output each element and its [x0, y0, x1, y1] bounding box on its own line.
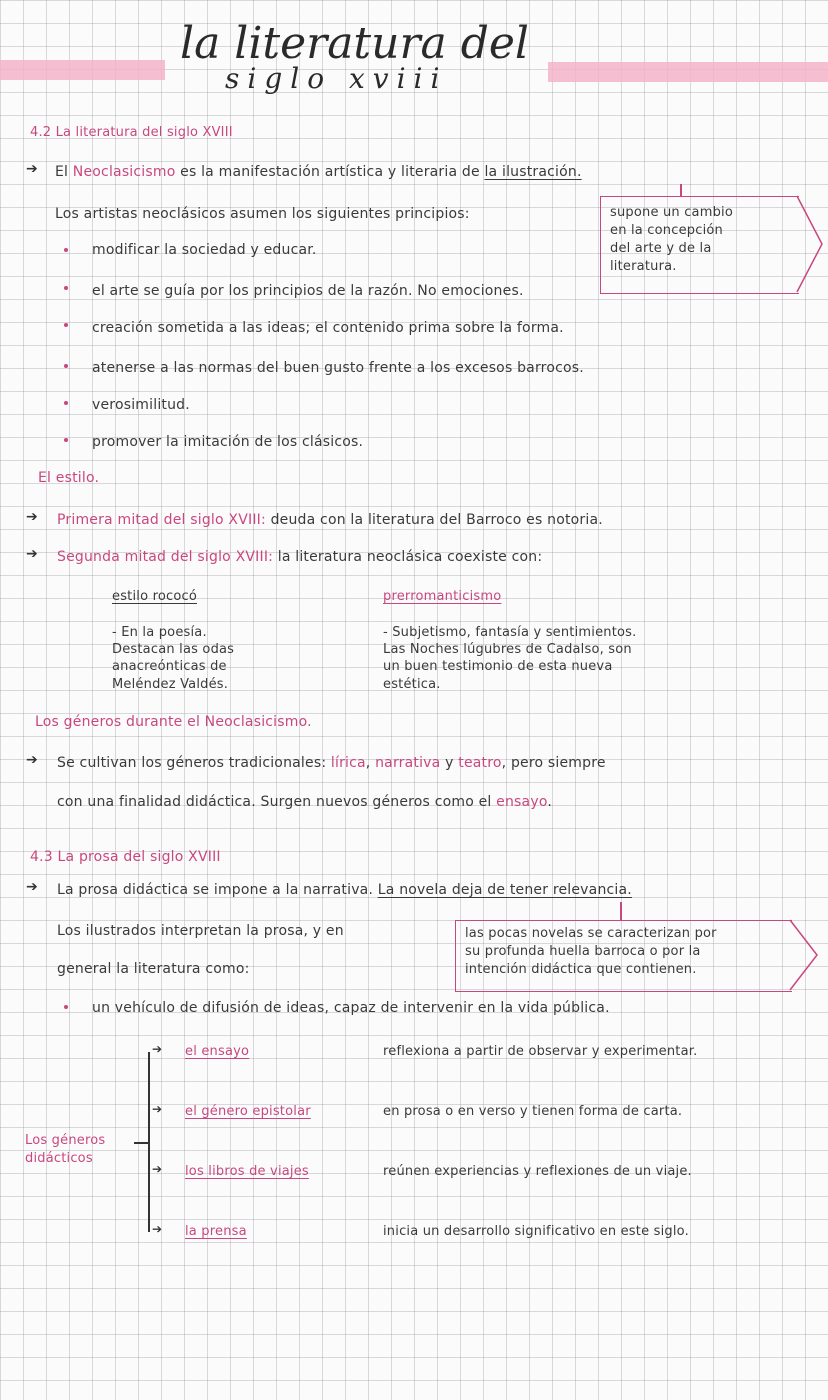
- page-subtitle: siglo xviii: [225, 62, 448, 95]
- genre-name: los libros de viajes: [185, 1164, 309, 1179]
- genre-desc: inicia un desarrollo significativo en este siglo.: [383, 1224, 689, 1239]
- rococo-line: anacreónticas de: [112, 659, 227, 674]
- connector: [134, 1142, 148, 1144]
- connector: [620, 902, 622, 920]
- term: Neoclasicismo: [72, 164, 176, 180]
- arrow-icon: ➔: [26, 752, 38, 768]
- tree-label: didácticos: [25, 1151, 93, 1166]
- second-half-line: [57, 548, 542, 566]
- genre-name: el ensayo: [185, 1044, 250, 1059]
- prerrom-line: - Subjetismo, fantasía y sentimientos.: [383, 625, 637, 640]
- arrow-icon: ➔: [152, 1042, 163, 1056]
- principles-intro: Los artistas neoclásicos asumen los siguientes principios:: [55, 206, 470, 222]
- genre: narrativa: [375, 755, 441, 771]
- genres-heading: Los géneros durante el Neoclasicismo.: [35, 714, 312, 730]
- prerrom-line: Las Noches lúgubres de Cadalso, son: [383, 642, 632, 657]
- bullet: [64, 401, 68, 405]
- arrow-icon: ➔: [152, 1102, 163, 1116]
- note-line: las pocas novelas se caracterizan por: [465, 926, 717, 941]
- first-half-line: [57, 511, 603, 529]
- genres-line: [57, 754, 606, 772]
- principle-item: promover la imitación de los clásicos.: [92, 434, 364, 450]
- bullet: [64, 248, 68, 252]
- text: con una finalidad didáctica. Surgen nuevos géneros como el: [57, 794, 497, 810]
- text: .: [547, 794, 552, 810]
- genres-line-2: [57, 793, 552, 811]
- text: La prosa didáctica se impone a la narrativa.: [57, 882, 378, 898]
- prerrom-title: prerromanticismo: [383, 589, 502, 604]
- text: deuda con la literatura del Barroco es notoria.: [270, 512, 603, 528]
- prose-line: Los ilustrados interpretan la prosa, y en: [57, 923, 344, 939]
- genre: lírica: [330, 755, 366, 771]
- prerrom-line: estética.: [383, 677, 441, 692]
- label: Primera mitad del siglo XVIII:: [57, 512, 266, 528]
- bullet: [64, 364, 68, 368]
- bullet: [64, 438, 68, 442]
- prerrom-line: un buen testimonio de esta nueva: [383, 659, 613, 674]
- arrow-icon: ➔: [152, 1162, 163, 1176]
- note-line: del arte y de la: [610, 241, 712, 256]
- genre-desc: en prosa o en verso y tienen forma de carta.: [383, 1104, 683, 1119]
- bullet: [64, 1005, 68, 1009]
- arrow-icon: ➔: [152, 1222, 163, 1236]
- highlight-bar-right: [548, 62, 828, 82]
- intro-line: [55, 163, 582, 181]
- text: Se cultivan los géneros tradicionales:: [57, 755, 331, 771]
- text: , pero siempre: [501, 755, 606, 771]
- arrow-icon: ➔: [26, 546, 38, 562]
- bullet: [64, 286, 68, 290]
- section-heading-4-2: 4.2 La literatura del siglo XVIII: [30, 125, 233, 140]
- rococo-line: - En la poesía.: [112, 625, 207, 640]
- principle-item: el arte se guía por los principios de la razón. No emociones.: [92, 283, 524, 299]
- text: El: [55, 164, 73, 180]
- connector: [680, 184, 682, 196]
- arrow-icon: ➔: [26, 509, 38, 525]
- genre: teatro: [458, 755, 502, 771]
- note-line: su profunda huella barroca o por la: [465, 944, 701, 959]
- genre-name: la prensa: [185, 1224, 247, 1239]
- note-box-arrow: [796, 195, 826, 294]
- arrow-icon: ➔: [26, 161, 38, 177]
- section-heading-4-3: 4.3 La prosa del siglo XVIII: [30, 849, 221, 865]
- rococo-line: Meléndez Valdés.: [112, 677, 229, 692]
- principle-item: verosimilitud.: [92, 397, 190, 413]
- prose-bullet: un vehículo de difusión de ideas, capaz de intervenir en la vida pública.: [92, 1000, 610, 1016]
- arrow-icon: ➔: [26, 879, 38, 895]
- rococo-line: Destacan las odas: [112, 642, 235, 657]
- page-title: la literatura del: [180, 18, 529, 69]
- text: la literatura neoclásica coexiste con:: [277, 549, 543, 565]
- principle-item: atenerse a las normas del buen gusto frente a los excesos barrocos.: [92, 360, 584, 376]
- bullet: [64, 323, 68, 327]
- text: La novela deja de tener relevancia.: [377, 882, 632, 898]
- style-heading: El estilo.: [38, 470, 100, 486]
- principle-item: creación sometida a las ideas; el contenido prima sobre la forma.: [92, 320, 564, 336]
- genre: ensayo: [496, 794, 548, 810]
- text: y: [440, 755, 459, 771]
- note-box-arrow: [789, 919, 821, 992]
- note-line: literatura.: [610, 259, 677, 274]
- text: ,: [365, 755, 376, 771]
- principle-item: modificar la sociedad y educar.: [92, 242, 317, 258]
- rococo-title: estilo rococó: [112, 589, 197, 604]
- tree-label: Los géneros: [25, 1133, 106, 1148]
- genre-desc: reúnen experiencias y reflexiones de un viaje.: [383, 1164, 692, 1179]
- label: Segunda mitad del siglo XVIII:: [57, 549, 274, 565]
- note-line: supone un cambio: [610, 205, 733, 220]
- tree-line: [148, 1052, 150, 1232]
- genre-desc: reflexiona a partir de observar y experimentar.: [383, 1044, 698, 1059]
- prose-line: general la literatura como:: [57, 961, 250, 977]
- text: es la manifestación artística y literaria de: [175, 164, 485, 180]
- term: la ilustración.: [484, 164, 582, 180]
- highlight-bar-left: [0, 60, 165, 80]
- note-line: en la concepción: [610, 223, 723, 238]
- genre-name: el género epistolar: [185, 1104, 311, 1119]
- prose-intro: [57, 881, 632, 899]
- note-line: intención didáctica que contienen.: [465, 962, 697, 977]
